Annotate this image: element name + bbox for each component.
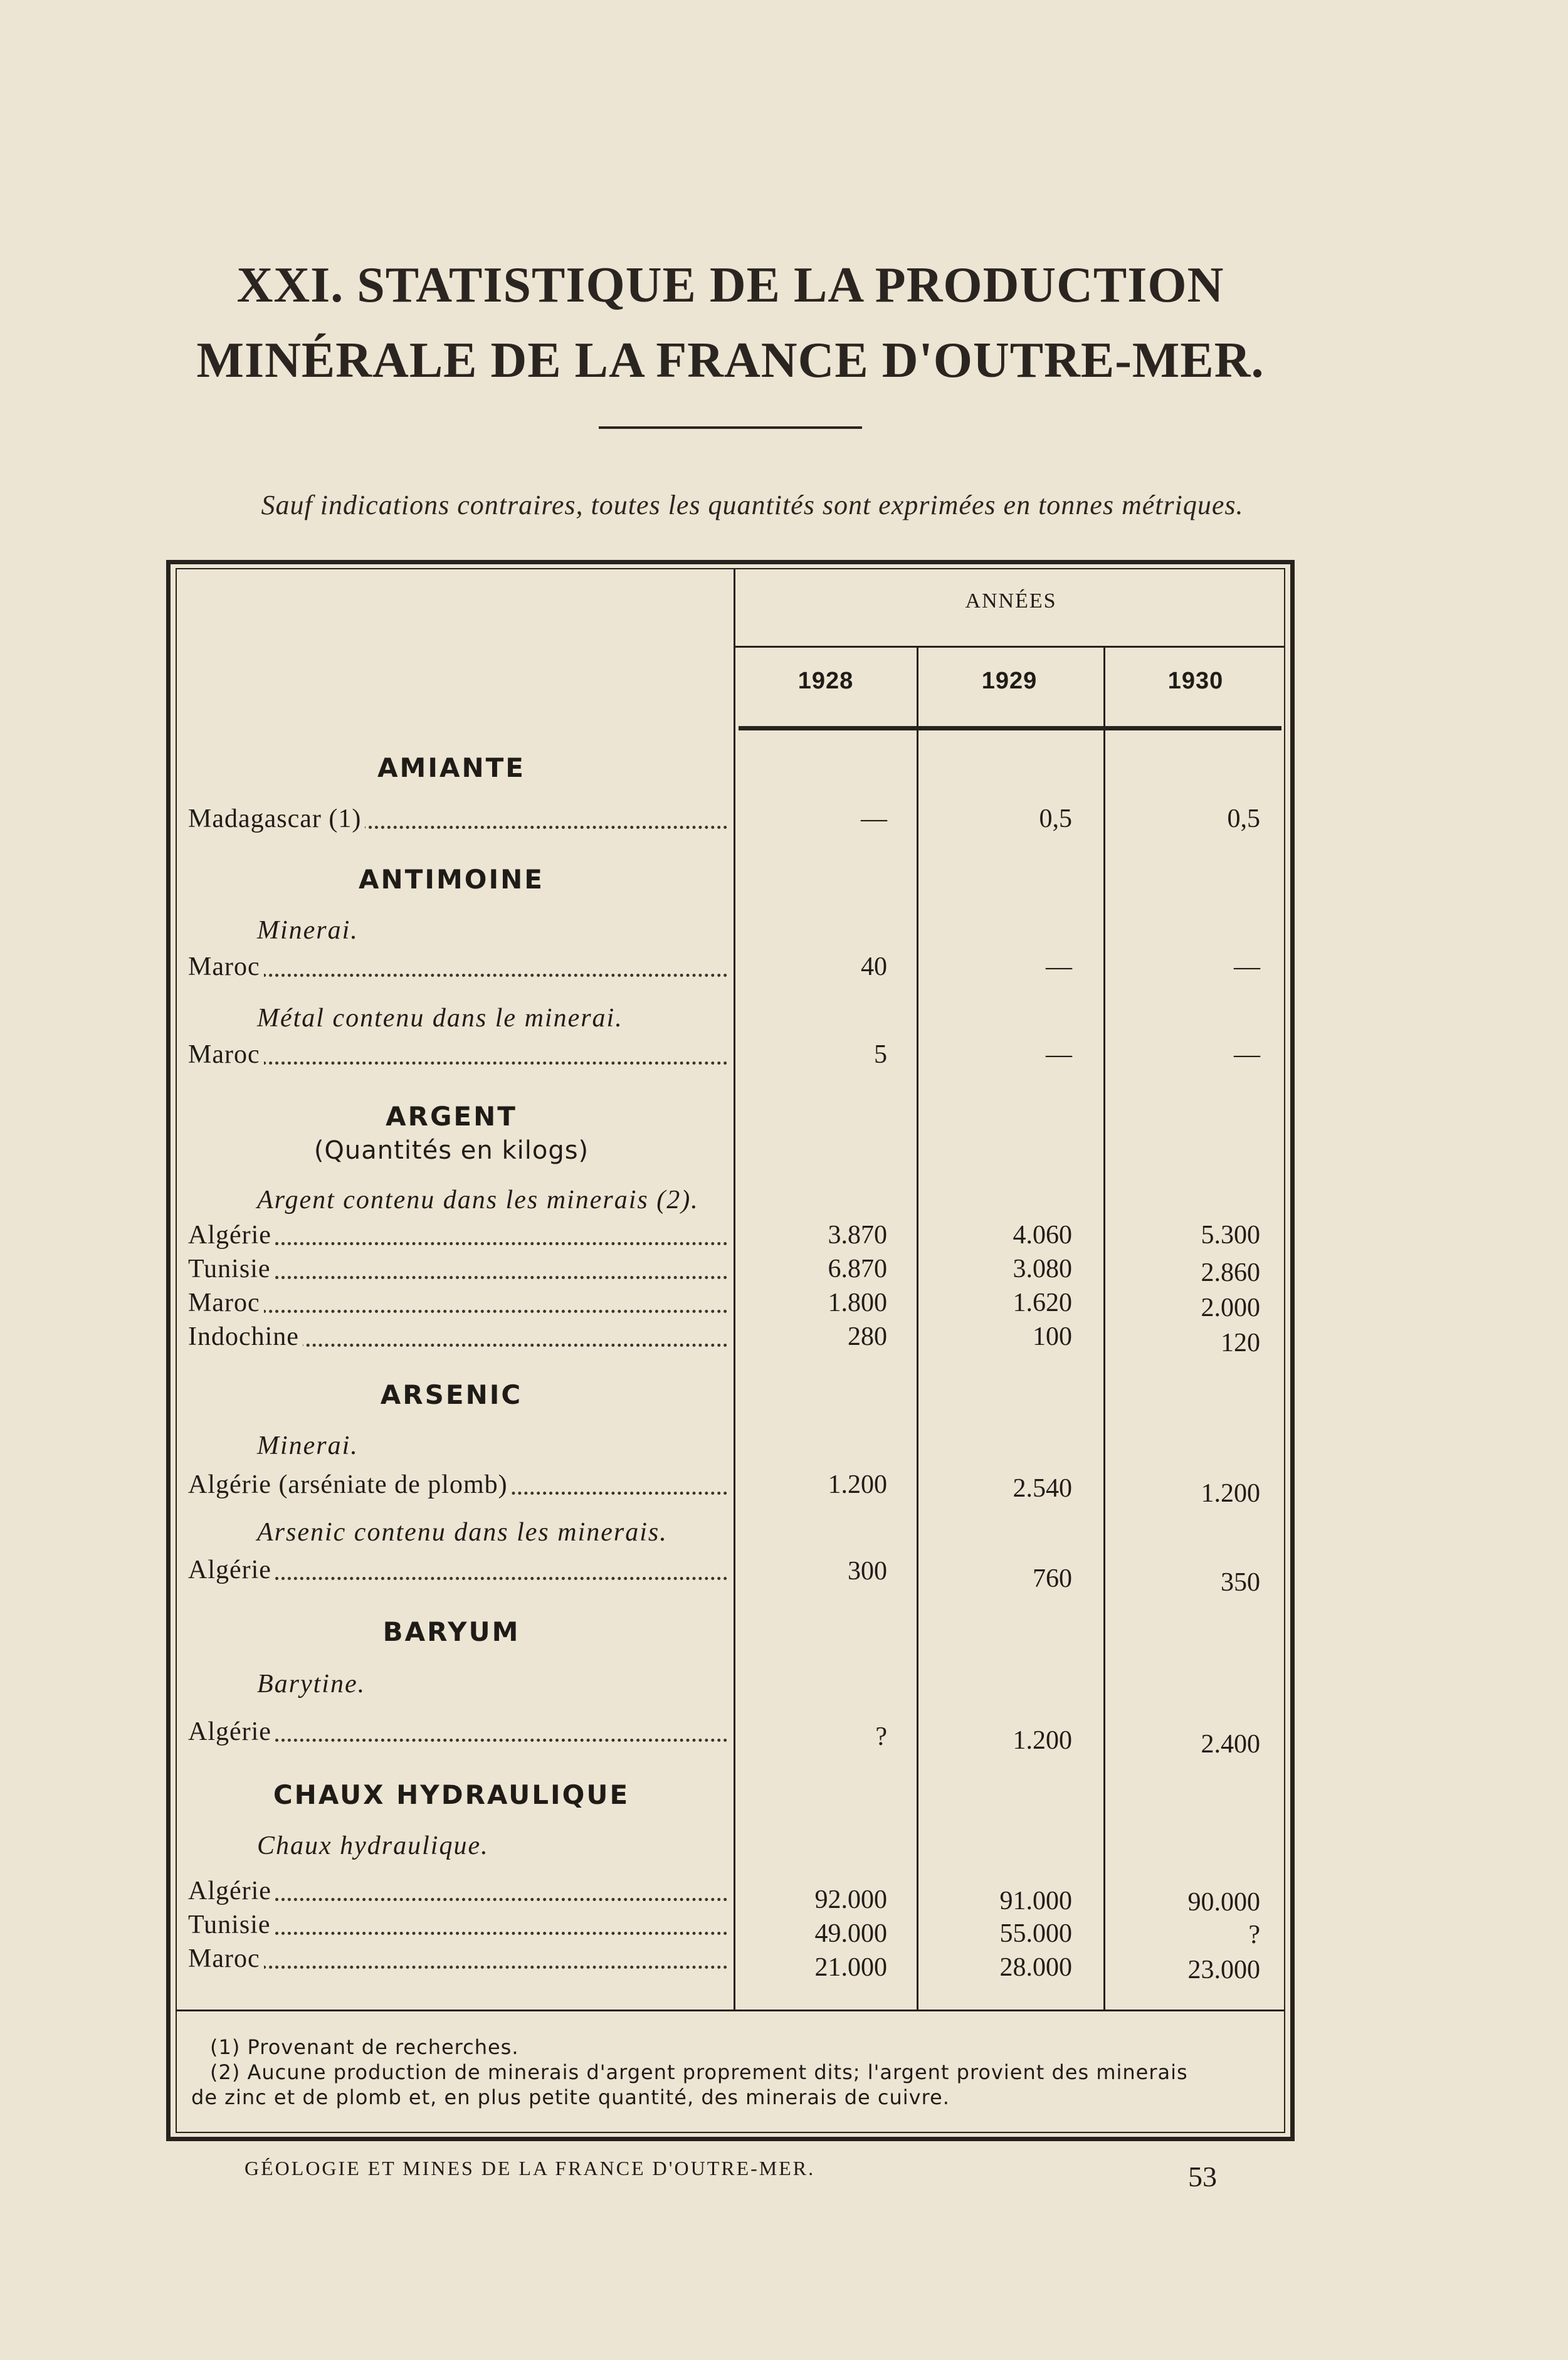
value-1928: 92.000: [814, 1885, 887, 1914]
value-1929: —: [1046, 1040, 1072, 1069]
value-1930: 350: [1221, 1568, 1260, 1597]
footnote-2-line-2: de zinc et de plomb et, en plus petite quantité, des minerais de cuivre.: [191, 2085, 950, 2109]
year-1929: 1929: [981, 668, 1038, 694]
row-label: Indochine: [188, 1322, 303, 1351]
section-argent: ARGENT: [386, 1101, 517, 1132]
years-underline: [739, 726, 1281, 730]
row-label: Maroc: [188, 1040, 264, 1069]
value-1930: 2.860: [1201, 1258, 1260, 1287]
value-1930: 0,5: [1227, 804, 1260, 833]
section-antimoine: ANTIMOINE: [359, 864, 544, 895]
row-label: Tunisie: [188, 1255, 275, 1283]
page-number: 53: [1188, 2161, 1217, 2193]
subheading-minerai: Minerai.: [257, 916, 359, 945]
value-1930: 1.200: [1201, 1479, 1260, 1508]
value-1930: 23.000: [1187, 1956, 1260, 1984]
value-1929: 760: [1033, 1564, 1072, 1593]
year-1930: 1930: [1167, 668, 1224, 694]
value-1930: 2.400: [1201, 1730, 1260, 1759]
units-note: Sauf indications contraires, toutes les quantités sont exprimées en tonnes métriques.: [261, 490, 1244, 520]
value-1928: 1.800: [828, 1288, 887, 1317]
value-1930: 120: [1221, 1329, 1260, 1357]
column-divider-1929-1930: [1103, 647, 1105, 2010]
value-1930: —: [1234, 1040, 1260, 1069]
subheading-barytine: Barytine.: [257, 1670, 366, 1699]
running-footer: GÉOLOGIE ET MINES DE LA FRANCE D'OUTRE-MER.: [245, 2157, 816, 2179]
value-1928: ?: [875, 1722, 887, 1751]
title-divider: [599, 426, 862, 429]
column-divider-label: [734, 568, 735, 2010]
row-label: Algérie: [188, 1556, 275, 1584]
row-label: Maroc: [188, 952, 264, 981]
value-1928: 5: [874, 1040, 887, 1069]
value-1928: —: [861, 804, 887, 833]
subheading-metal-contenu: Métal contenu dans le minerai.: [257, 1004, 623, 1033]
subheading-chaux-hydraulique: Chaux hydraulique.: [257, 1831, 489, 1860]
value-1929: 28.000: [999, 1953, 1072, 1982]
value-1928: 49.000: [814, 1919, 887, 1948]
column-divider-1928-1929: [917, 647, 918, 2010]
value-1928: 40: [861, 952, 887, 981]
value-1929: 2.540: [1013, 1474, 1072, 1503]
page-title-line-2: MINÉRALE DE LA FRANCE D'OUTRE-MER.: [196, 333, 1265, 388]
value-1929: 55.000: [999, 1919, 1072, 1948]
annees-header: ANNÉES: [965, 589, 1057, 613]
value-1930: —: [1234, 952, 1260, 981]
table-bottom-rule: [176, 2010, 1285, 2011]
row-label: Algérie: [188, 1221, 275, 1250]
value-1930: ?: [1248, 1920, 1260, 1949]
value-1929: 100: [1033, 1322, 1072, 1351]
value-1930: 90.000: [1187, 1888, 1260, 1917]
value-1929: —: [1046, 952, 1072, 981]
row-label: Algérie: [188, 1717, 275, 1746]
row-label: Tunisie: [188, 1910, 275, 1939]
value-1928: 280: [848, 1322, 887, 1351]
value-1930: 2.000: [1201, 1293, 1260, 1322]
value-1928: 300: [848, 1557, 887, 1586]
subheading-arsenic-contenu: Arsenic contenu dans les minerais.: [257, 1518, 668, 1547]
value-1929: 1.200: [1013, 1726, 1072, 1755]
row-label: Maroc: [188, 1944, 264, 1973]
row-label: Maroc: [188, 1288, 264, 1317]
value-1928: 1.200: [828, 1470, 887, 1499]
value-1929: 3.080: [1013, 1255, 1072, 1283]
subheading-argent-contenu: Argent contenu dans les minerais (2).: [257, 1186, 699, 1214]
header-rule: [735, 646, 1285, 648]
footnote-1: (1) Provenant de recherches.: [210, 2035, 519, 2059]
value-1928: 6.870: [828, 1255, 887, 1283]
value-1929: 1.620: [1013, 1288, 1072, 1317]
section-amiante: AMIANTE: [377, 752, 525, 783]
row-label: Algérie (arséniate de plomb): [188, 1470, 512, 1499]
row-label: Madagascar (1): [188, 804, 365, 833]
section-baryum: BARYUM: [382, 1616, 520, 1647]
value-1928: 21.000: [814, 1953, 887, 1982]
page-title-line-1: XXI. STATISTIQUE DE LA PRODUCTION: [236, 258, 1224, 313]
footnote-2-line-1: (2) Aucune production de minerais d'argent proprement dits; l'argent provient des minerais: [210, 2060, 1188, 2084]
value-1928: 3.870: [828, 1221, 887, 1250]
value-1929: 91.000: [999, 1887, 1072, 1915]
value-1929: 0,5: [1039, 804, 1072, 833]
year-1928: 1928: [797, 668, 854, 694]
value-1929: 4.060: [1013, 1221, 1072, 1250]
section-chaux-hydraulique: CHAUX HYDRAULIQUE: [273, 1779, 630, 1810]
row-label: Algérie: [188, 1877, 275, 1905]
argent-units-note: (Quantités en kilogs): [313, 1136, 589, 1165]
subheading-minerai: Minerai.: [257, 1431, 359, 1460]
value-1930: 5.300: [1201, 1221, 1260, 1250]
section-arsenic: ARSENIC: [380, 1379, 523, 1410]
